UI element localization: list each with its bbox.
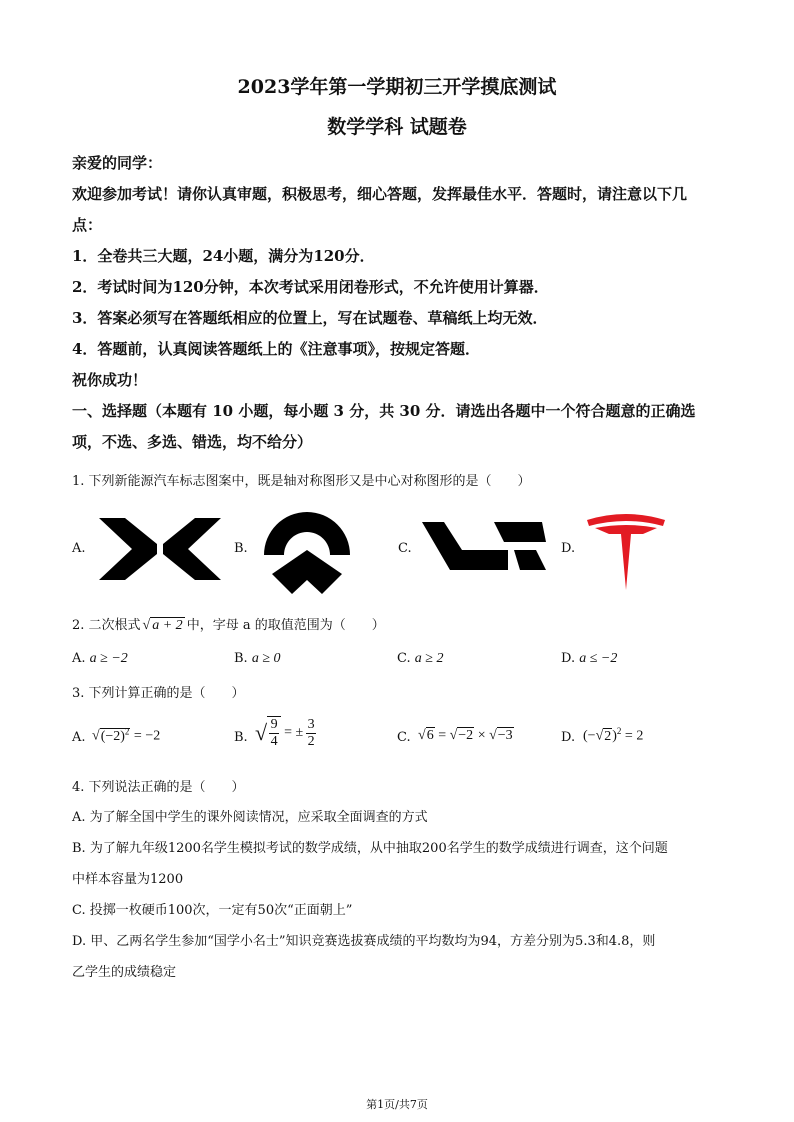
- notice-item-2: 2．考试时间为120分钟，本次考试采用闭卷形式，不允许使用计算器．: [72, 278, 549, 296]
- section1-heading-line-1: 一、选择题（本题有 10 小题，每小题 3 分，共 30 分．请选出各题中一个符合题意的正确选: [72, 402, 696, 420]
- q2-option-a-text: a ≥ −2: [89, 651, 128, 666]
- q2-stem-post: 中，字母 a 的取值范围为（ ）: [186, 618, 385, 633]
- q3-option-d-expr: $(-√2)^2 = 2$: [583, 726, 644, 744]
- q2-radicand: a + 2: [152, 618, 183, 633]
- notice-item-1: 1．全卷共三大题，24小题，满分为120分．: [72, 247, 375, 265]
- q1-stem: 1. 下列新能源汽车标志图案中，既是轴对称图形又是中心对称图形的是（ ）: [72, 474, 531, 489]
- greeting: 亲爱的同学：: [72, 154, 163, 172]
- q2-option-d-label: D.: [561, 651, 576, 666]
- q2-option-b: [234, 651, 281, 667]
- intro-line-2: 点：: [72, 216, 103, 234]
- q4-stem: 4. 下列说法正确的是（ ）: [72, 780, 245, 795]
- q3-a-radicand: $(-2)^2$: [100, 726, 130, 744]
- q1-option-c-label: C.: [398, 541, 412, 556]
- q3-option-c-expr: √6 = √−2 × √−3: [418, 728, 513, 743]
- q1-option-b-label: B.: [234, 541, 248, 556]
- q4-option-d-line-1: D. 甲、乙两名学生参加“国学小名士”知识竞赛选拔赛成绩的平均数均为94，方差分别为5.3和4.8，则: [72, 934, 656, 949]
- q4-option-c: C. 投掷一枚硬币100次，一定有50次“正面朝上”: [72, 903, 353, 918]
- q2-option-a-label: A.: [72, 651, 86, 666]
- q1-option-d-label: D.: [561, 541, 576, 556]
- q2-option-c: [397, 651, 443, 667]
- q2-option-a: [72, 651, 128, 667]
- q2-radical: √ a + 2: [142, 618, 183, 633]
- q4-option-b-line-1: B. 为了解九年级1200名学生模拟考试的数学成绩，从中抽取200名学生的数学成绩进行调查，这个问题: [72, 841, 668, 856]
- q2-option-c-label: C.: [397, 651, 411, 666]
- q4-option-d-line-2: 乙学生的成绩稳定: [72, 965, 177, 980]
- q2-option-b-text: a ≥ 0: [251, 651, 281, 666]
- nio-logo-icon: [262, 510, 352, 596]
- q3-option-d-label: D.: [561, 730, 576, 745]
- exam-title: 2023学年第一学期初三开学摸底测试: [237, 76, 557, 98]
- q2-stem: [72, 614, 385, 634]
- q2-option-c-text: a ≥ 2: [414, 651, 444, 666]
- notice-item-3: 3．答案必须写在答题纸相应的位置上，写在试题卷、草稿纸上均无效．: [72, 309, 548, 327]
- section1-heading-line-2: 项，不选、多选、错选，均不给分）: [72, 433, 313, 451]
- q2-stem-pre: 2. 二次根式: [72, 618, 141, 633]
- notice-item-4: 4．答题前，认真阅读答题纸上的《注意事项》，按规定答题．: [72, 340, 480, 358]
- xpeng-logo-icon: [97, 516, 223, 582]
- q3-b-eq: = ±: [284, 725, 304, 740]
- q2-option-d: [561, 651, 617, 667]
- q3-b-result: $\frac{3}{2}$: [307, 716, 315, 749]
- q1-option-a-label: A.: [72, 541, 86, 556]
- q3-option-c-label: C.: [397, 730, 411, 745]
- wish-text: 祝你成功！: [72, 371, 148, 389]
- q2-option-d-text: a ≤ −2: [579, 651, 618, 666]
- q3-a-rhs: = −2: [133, 728, 161, 744]
- exam-subtitle: 数学学科 试题卷: [327, 116, 467, 138]
- q2-option-b-label: B.: [234, 651, 248, 666]
- q4-option-a: A. 为了解全国中学生的课外阅读情况，应采取全面调查的方式: [72, 810, 428, 825]
- q3-stem: 3. 下列计算正确的是（ ）: [72, 686, 245, 701]
- tesla-logo-icon: [585, 510, 667, 590]
- q3-option-a-expr: $√(-2)^2 = -2$: [92, 726, 161, 744]
- page-number: 第1页/共7页: [366, 1098, 428, 1111]
- q3-option-a-label: A.: [72, 730, 86, 745]
- q3-option-b-label: B.: [234, 730, 248, 745]
- intro-line-1: 欢迎参加考试！请你认真审题，积极思考，细心答题，发挥最佳水平．答题时，请注意以下几: [72, 185, 688, 203]
- q4-option-b-line-2: 中样本容量为1200: [72, 872, 184, 887]
- q3-b-fraction: $\frac{9}{4}$: [267, 716, 281, 750]
- lixiang-logo-icon: [422, 522, 546, 572]
- q3-option-b-expr: √ $\frac{9}{4}$ = ± $\frac{3}{2}$: [255, 716, 315, 749]
